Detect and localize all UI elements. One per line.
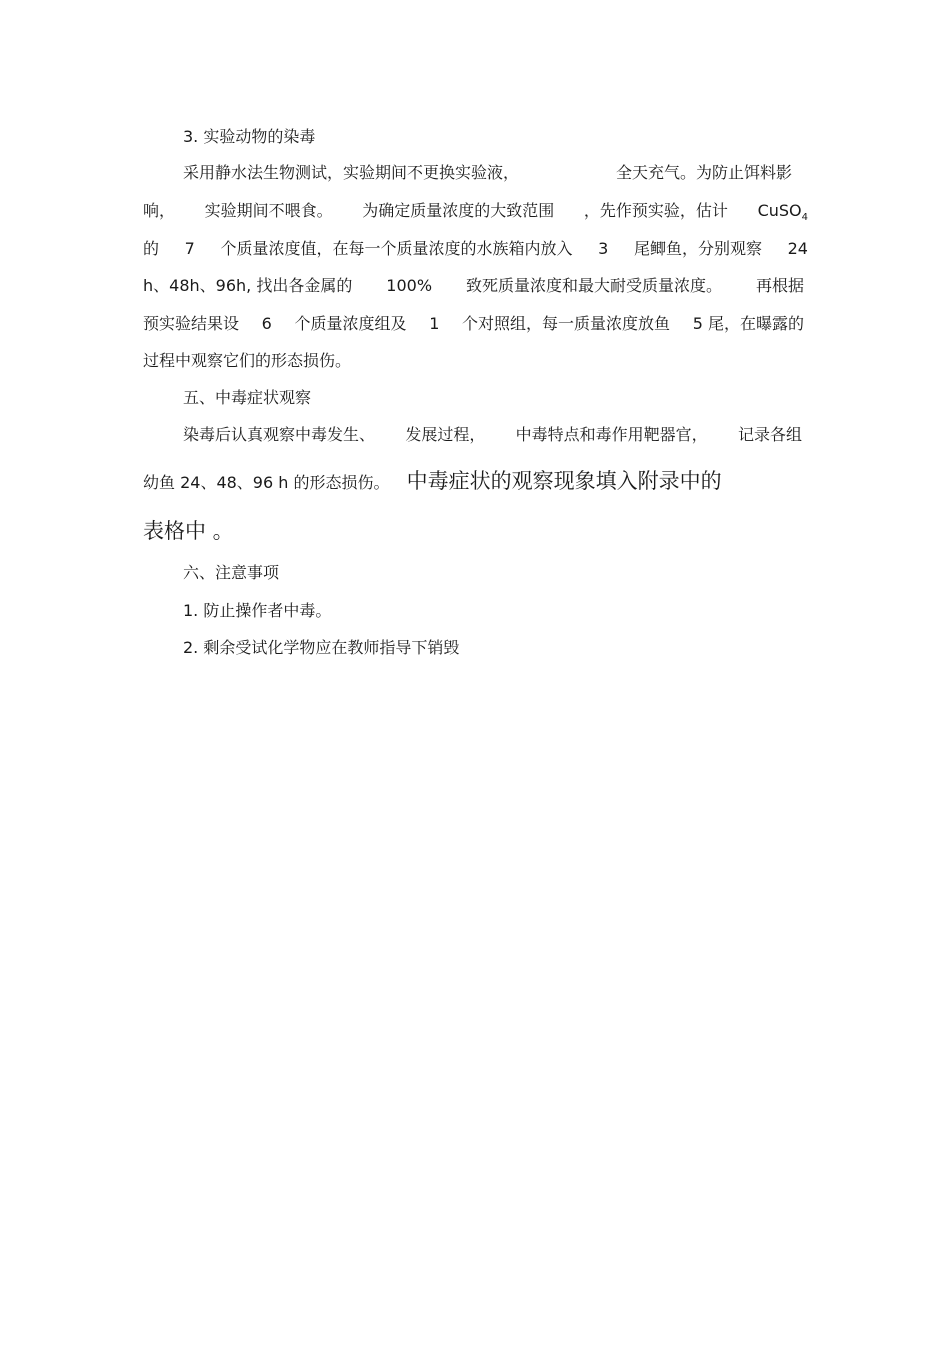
section-5-heading: 五、中毒症状观察	[183, 388, 312, 407]
text-segment: 中毒特点和毒作用靶器官，	[515, 425, 708, 444]
section-5-line-2	[143, 468, 722, 494]
text-segment: 再根据	[755, 276, 804, 295]
text-segment: ，先作预实验，估计	[583, 201, 728, 220]
text-segment: 全天充气。为防止饵料影	[615, 163, 792, 182]
text-segment: 响，	[143, 201, 176, 220]
text-segment: 记录各组	[737, 425, 802, 444]
section-5-line-3: 表格中 。	[143, 519, 234, 543]
text-segment: 为确定质量浓度的大致范围	[362, 201, 555, 220]
text-segment: 预实验结果设	[143, 314, 240, 333]
text-segment: 染毒后认真观察中毒发生、	[183, 425, 376, 444]
text-segment: 采用静水法生物测试，实验期间不更换实验液，	[183, 163, 520, 182]
chemical-formula	[758, 201, 808, 221]
text-segment: 7	[184, 239, 195, 258]
section-6-heading: 六、注意事项	[183, 563, 280, 582]
section-3-heading: 3. 实验动物的染毒	[183, 127, 316, 146]
text-segment: 个对照组，每一质量浓度放鱼	[462, 314, 671, 333]
section-3-line-2	[143, 201, 808, 221]
section-3-line-5	[143, 314, 804, 334]
text-segment: 24	[787, 239, 808, 258]
text-segment: 1	[429, 314, 440, 333]
text-segment: 尾鲫鱼，分别观察	[633, 239, 762, 258]
text-segment: 6	[261, 314, 272, 333]
text-segment: 5 尾，在曝露的	[692, 314, 804, 333]
subscript: 4	[801, 212, 808, 223]
text-segment: CuSO	[757, 201, 802, 220]
text-segment: 3	[598, 239, 609, 258]
text-segment: 个质量浓度组及	[294, 314, 407, 333]
section-3-line-6: 过程中观察它们的形态损伤。	[143, 351, 352, 370]
text-segment: 致死质量浓度和最大耐受质量浓度。	[465, 276, 722, 295]
section-3-line-3	[143, 239, 808, 259]
section-3-line-4	[143, 276, 804, 296]
text-segment: 幼鱼 24、48、96 h 的形态损伤。	[143, 473, 390, 492]
section-6-item-2: 2. 剩余受试化学物应在教师指导下销毁	[183, 638, 460, 657]
text-segment: h、48h、96h, 找出各金属的	[143, 276, 353, 295]
text-segment: 发展过程，	[405, 425, 486, 444]
text-segment: 100%	[386, 276, 433, 295]
section-6-item-1: 1. 防止操作者中毒。	[183, 601, 332, 620]
section-3-line-1	[183, 163, 792, 183]
text-segment: 的	[143, 239, 160, 258]
text-segment: 实验期间不喂食。	[204, 201, 333, 220]
section-5-line-1	[183, 425, 802, 445]
text-segment: 个质量浓度值，在每一个质量浓度的水族箱内放入	[220, 239, 573, 258]
text-segment-large: 中毒症状的观察现象填入附录中的	[406, 469, 722, 493]
